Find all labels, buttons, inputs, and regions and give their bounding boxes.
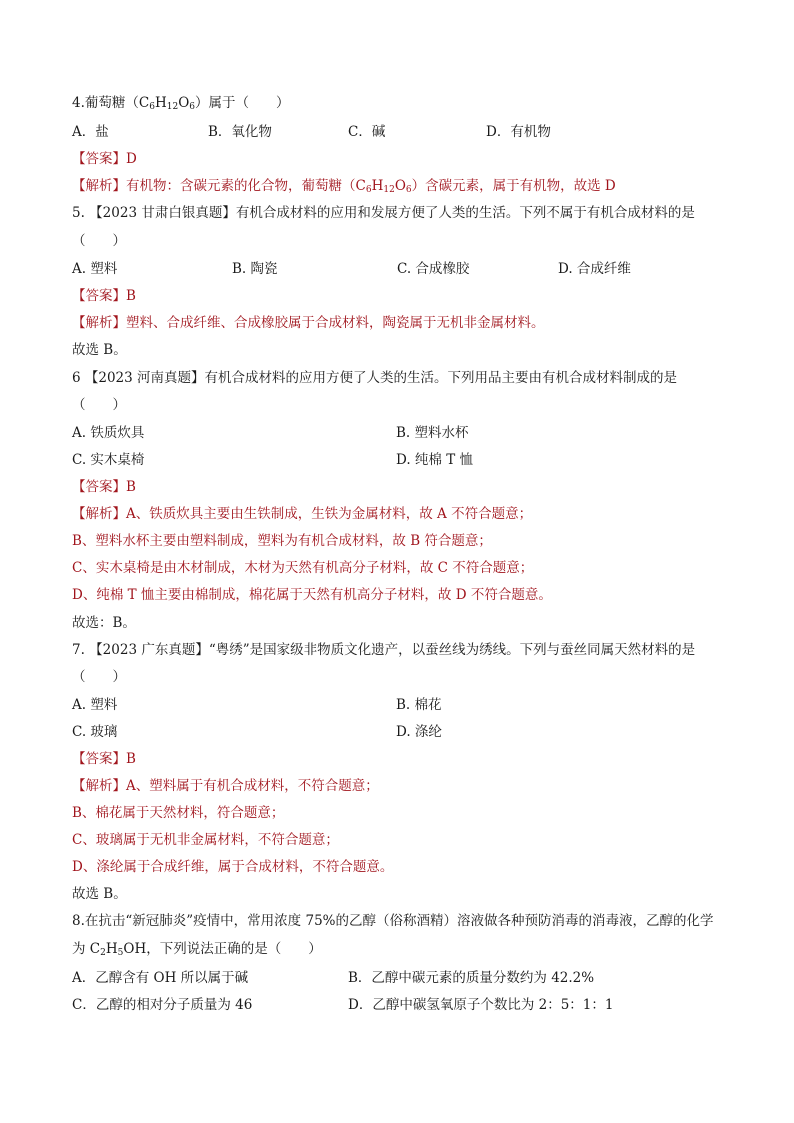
analysis-tag: 【解析】	[72, 778, 126, 794]
analysis-subscript: 6	[405, 185, 412, 195]
q5-paren: （ ）	[72, 233, 126, 249]
q8-stem-line1: 8.在抗击“新冠肺炎”疫情中，常用浓度 75%的乙醇（俗称酒精）溶液做各种预防消毒的消毒液，乙醇的化学	[72, 913, 714, 929]
analysis-text: A、铁质炊具主要由生铁制成，生铁为金属材料，故 A 不符合题意；	[126, 506, 533, 522]
analysis-tag: 【解析】	[72, 315, 126, 331]
q7-analysis-line1	[72, 777, 379, 795]
answer-tag: 【答案】	[72, 288, 126, 304]
analysis-text: A、塑料属于有机合成材料，不符合题意；	[126, 778, 379, 794]
q6-analysis-line3: C、实木桌椅是由木材制成，木材为天然有机高分子材料，故 C 不符合题意；	[72, 560, 534, 576]
q7-option-a: A. 塑料	[72, 697, 118, 713]
q8-option-c: C．乙醇的相对分子质量为 46	[72, 997, 253, 1013]
q8-subscript: 2	[100, 948, 106, 958]
q8-stem-tail: OH，下列说法正确的是（ ）	[123, 941, 322, 957]
q6-stem: 6 【2023 河南真题】有机合成材料的应用方便了人类的生活。下列用品主要由有机合成材料制成的是	[72, 370, 678, 386]
q4-option-a: A．盐	[72, 124, 109, 140]
q5-option-d: D. 合成纤维	[558, 261, 631, 277]
analysis-tag: 【解析】	[72, 178, 126, 194]
q6-paren: （ ）	[72, 397, 126, 413]
q7-answer	[72, 750, 136, 768]
q8-stem-line2	[72, 940, 322, 958]
analysis-formula-h: H	[371, 178, 384, 194]
q4-subscript: 6	[189, 102, 195, 112]
q6-analysis-line4: D、纯棉 T 恤主要由棉制成，棉花属于天然有机高分子材料，故 D 不符合题意。	[72, 587, 552, 603]
answer-tag: 【答案】	[72, 151, 126, 167]
q6-option-b: B. 塑料水杯	[396, 425, 469, 441]
q8-subscript: 5	[117, 948, 124, 958]
q6-conclusion: 故选：B。	[72, 615, 136, 631]
answer-value: B	[126, 479, 136, 495]
q5-option-b: B. 陶瓷	[232, 261, 278, 277]
q4-option-b: B．氧化物	[208, 124, 272, 140]
q5-option-c: C. 合成橡胶	[397, 261, 470, 277]
analysis-subscript: 6	[365, 185, 372, 195]
answer-tag: 【答案】	[72, 479, 126, 495]
analysis-text: 塑料、合成纤维、合成橡胶属于合成材料，陶瓷属于无机非金属材料。	[126, 315, 545, 331]
answer-value: B	[126, 288, 136, 304]
analysis-formula-o: O	[394, 178, 406, 194]
q8-option-a: A．乙醇含有 OH 所以属于碱	[72, 970, 249, 986]
q7-stem: 7. 【2023 广东真题】“粤绣”是国家级非物质文化遗产，以蚕丝线为绣线。下列与蚕丝同属天然材料的是	[72, 642, 696, 658]
q4-subscript: 6	[149, 102, 155, 112]
q6-analysis-line1	[72, 505, 532, 523]
q4-option-c: C．碱	[348, 124, 386, 140]
q5-stem: 5. 【2023 甘肃白银真题】有机合成材料的应用和发展方便了人类的生活。下列不属于有机合成材料的是	[72, 205, 695, 221]
q7-option-b: B. 棉花	[396, 697, 442, 713]
analysis-text: 有机物：含碳元素的化合物，葡萄糖（C	[126, 178, 366, 194]
q4-formula-h: H	[154, 95, 167, 111]
q5-conclusion: 故选 B。	[72, 342, 127, 358]
q6-answer	[72, 478, 136, 496]
analysis-tag: 【解析】	[72, 506, 126, 522]
q6-option-d: D. 纯棉 T 恤	[396, 452, 474, 468]
answer-value: B	[126, 751, 136, 767]
q6-analysis-line2: B、塑料水杯主要由塑料制成，塑料为有机合成材料，故 B 符合题意；	[72, 533, 492, 549]
q6-option-a: A. 铁质炊具	[72, 425, 145, 441]
q4-analysis	[72, 177, 616, 195]
q5-answer	[72, 287, 136, 305]
q4-stem-text: 4.葡萄糖（C	[72, 95, 150, 111]
q8-formula-h: H	[105, 941, 118, 957]
q4-stem	[72, 94, 290, 112]
q4-subscript: 12	[166, 102, 179, 112]
q8-option-d: D．乙醇中碳氢氧原子个数比为 2：5：1：1	[348, 997, 614, 1013]
q4-answer	[72, 150, 137, 168]
q8-option-b: B．乙醇中碳元素的质量分数约为 42.2%	[348, 970, 595, 986]
q7-option-d: D. 涤纶	[396, 724, 442, 740]
q4-formula-o: O	[178, 95, 190, 111]
q4-option-d: D．有机物	[486, 124, 551, 140]
q7-analysis-line4: D、涤纶属于合成纤维，属于合成材料，不符合题意。	[72, 859, 394, 875]
q8-stem-text: 为 C	[72, 941, 101, 957]
q7-analysis-line3: C、玻璃属于无机非金属材料，不符合题意；	[72, 832, 339, 848]
q7-option-c: C. 玻璃	[72, 724, 118, 740]
analysis-text-tail: ）含碳元素，属于有机物，故选 D	[411, 178, 616, 194]
q7-analysis-line2: B、棉花属于天然材料，符合题意；	[72, 805, 285, 821]
answer-value: D	[126, 151, 137, 167]
q4-stem-tail: ）属于（ ）	[195, 95, 290, 111]
q5-option-a: A. 塑料	[72, 261, 118, 277]
q6-option-c: C. 实木桌椅	[72, 452, 145, 468]
answer-tag: 【答案】	[72, 751, 126, 767]
q7-paren: （ ）	[72, 669, 126, 685]
analysis-subscript: 12	[383, 185, 395, 195]
q7-conclusion: 故选 B。	[72, 886, 127, 902]
q5-analysis	[72, 314, 545, 332]
